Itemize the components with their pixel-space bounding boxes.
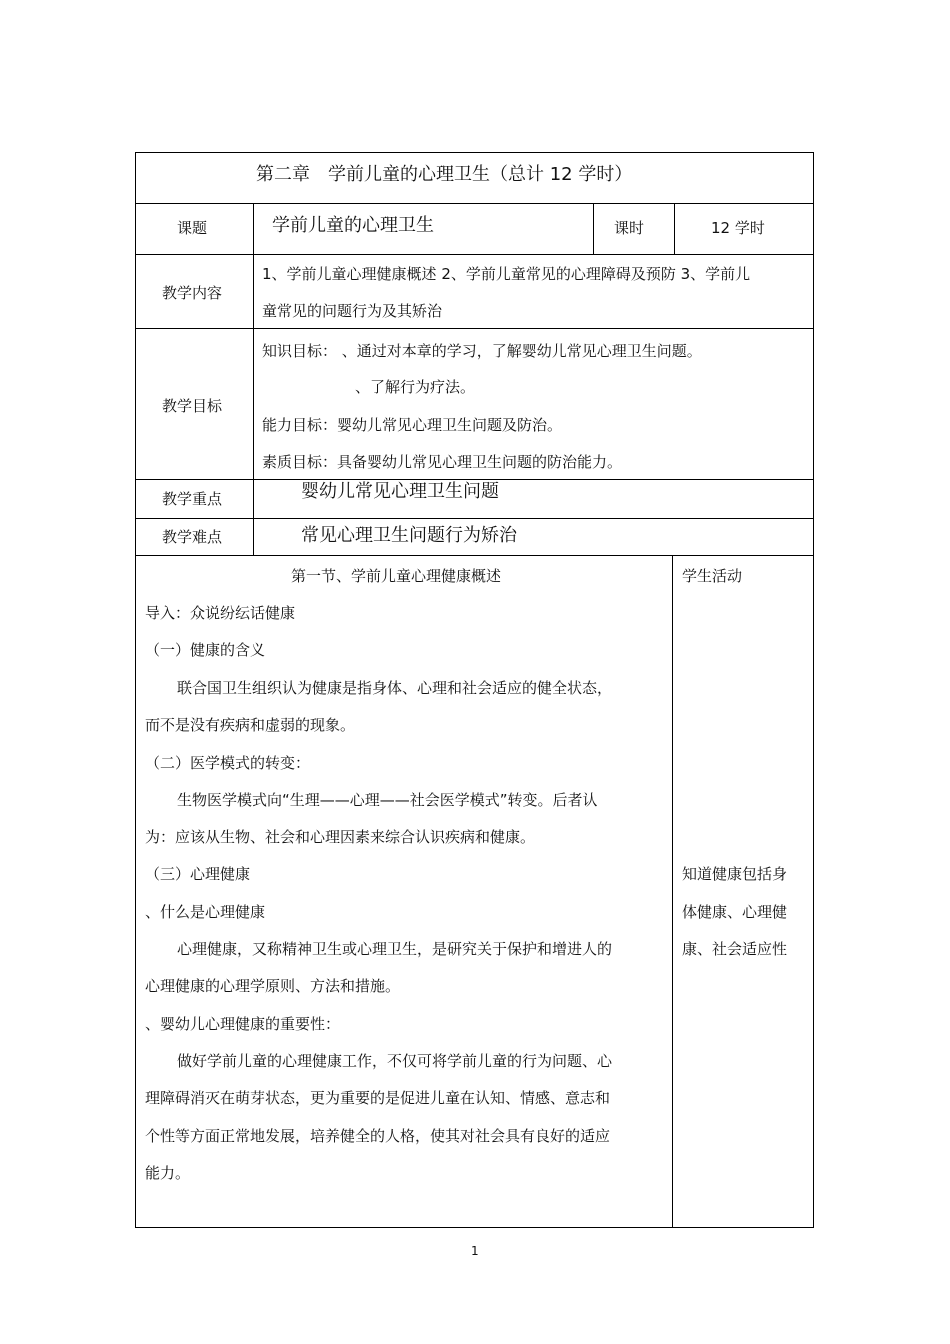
row-divider — [135, 555, 814, 556]
lesson-line: 做好学前儿童的心理健康工作，不仅可将学前儿童的行为问题、心 — [177, 1052, 613, 1070]
goal-quality: 素质目标：具备婴幼儿常见心理卫生问题的防治能力。 — [262, 453, 623, 471]
column-divider — [253, 203, 254, 555]
key-value: 婴幼儿常见心理卫生问题 — [301, 481, 499, 502]
hours-value: 12 学时 — [711, 219, 765, 237]
lesson-line: 而不是没有疾病和虚弱的现象。 — [145, 716, 356, 734]
lesson-line: 能力。 — [145, 1164, 191, 1182]
goal-knowledge: 知识目标： 、通过对本章的学习，了解婴幼儿常见心理卫生问题。 — [262, 342, 702, 360]
row-divider — [135, 254, 814, 255]
difficult-label: 教学难点 — [162, 528, 223, 546]
content-line: 童常见的问题行为及其矫治 — [262, 302, 443, 320]
row-divider — [135, 203, 814, 204]
column-divider — [593, 203, 594, 254]
lesson-line: （三）心理健康 — [145, 865, 251, 883]
lesson-line: 联合国卫生组织认为健康是指身体、心理和社会适应的健全状态， — [177, 679, 613, 697]
activity-line: 知道健康包括身 — [682, 865, 788, 883]
goal-ability: 能力目标：婴幼儿常见心理卫生问题及防治。 — [262, 416, 563, 434]
lesson-line: 理障碍消灭在萌芽状态，更为重要的是促进儿童在认知、情感、意志和 — [145, 1089, 611, 1107]
topic-value: 学前儿童的心理卫生 — [272, 215, 434, 236]
section-title: 第一节、学前儿童心理健康概述 — [291, 567, 502, 585]
lesson-line: 生物医学模式向“生理——心理——社会医学模式”转变。后者认 — [177, 791, 598, 809]
row-divider — [135, 518, 814, 519]
lesson-line: 、婴幼儿心理健康的重要性： — [145, 1015, 341, 1033]
row-divider — [135, 328, 814, 329]
lesson-line: 心理健康的心理学原则、方法和措施。 — [145, 977, 401, 995]
lesson-line: （一）健康的含义 — [145, 641, 266, 659]
page-number: 1 — [471, 1244, 479, 1258]
lesson-line: 个性等方面正常地发展，培养健全的人格，使其对社会具有良好的适应 — [145, 1127, 611, 1145]
key-label: 教学重点 — [162, 490, 223, 508]
activity-label: 学生活动 — [682, 567, 743, 585]
chapter-title: 第二章 学前儿童的心理卫生（总计 12 学时） — [256, 164, 633, 185]
goal-knowledge-2: 、了解行为疗法。 — [355, 378, 476, 396]
column-divider — [672, 555, 673, 1228]
hours-label: 课时 — [614, 219, 645, 237]
column-divider — [674, 203, 675, 254]
lesson-line: 为：应该从生物、社会和心理因素来综合认识疾病和健康。 — [145, 828, 536, 846]
topic-label: 课题 — [177, 219, 208, 237]
lesson-line: 心理健康，又称精神卫生或心理卫生，是研究关于保护和增进人的 — [177, 940, 613, 958]
goals-label: 教学目标 — [162, 397, 223, 415]
content-label: 教学内容 — [162, 284, 223, 302]
content-line: 1、学前儿童心理健康概述 2、学前儿童常见的心理障碍及预防 3、学前儿 — [262, 265, 751, 283]
lesson-line: （二）医学模式的转变： — [145, 754, 311, 772]
activity-line: 体健康、心理健 — [682, 903, 788, 921]
difficult-value: 常见心理卫生问题行为矫治 — [301, 525, 517, 546]
lesson-line: 、什么是心理健康 — [145, 903, 266, 921]
activity-line: 康、社会适应性 — [682, 940, 788, 958]
lesson-line: 导入：众说纷纭话健康 — [145, 604, 296, 622]
